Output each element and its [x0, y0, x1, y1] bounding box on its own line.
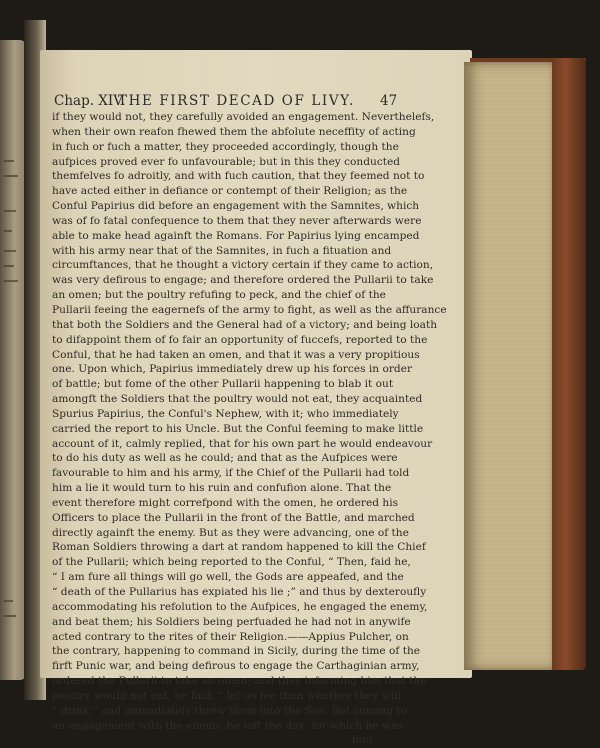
- text-line: in fuch or fuch a matter, they proceeded accordingly, though the: [52, 140, 399, 153]
- page-block-fore-edge: [464, 62, 556, 670]
- text-line: account of it, calmly replied, that for his own part he would endeavour: [52, 437, 433, 450]
- text-line: the contrary, happening to command in Sicily, during the time of the: [52, 645, 421, 658]
- text-line: to do his duty as well as he could; and that as the Aufpices were: [52, 452, 398, 465]
- text-line: was very defirous to engage; and therefore ordered the Pullarii to take: [52, 274, 434, 287]
- text-line: have acted either in defiance or contempt of their Religion; as the: [52, 185, 408, 198]
- text-line: was of fo fatal confequence to them that they never afterwards were: [52, 214, 422, 227]
- book-title: THE FIRST DECAD OF LIVY.: [118, 93, 355, 109]
- text-line: him a lie it would turn to his ruin and confufion alone. That the: [52, 482, 392, 495]
- text-line: Spurius Papirius, the Conful's Nephew, with it; who immediately: [52, 407, 399, 420]
- text-line: an engagement with the enemy, he loft the day; for which he was: [52, 719, 403, 732]
- text-line: “ drink,” and immediately threw them into the Sea. But coming to: [52, 704, 407, 717]
- text-line: and beat them; his Soldiers being perfuaded he had not in anywife: [52, 615, 411, 628]
- text-line: with his army near that of the Samnites, in fuch a fituation and: [52, 244, 392, 257]
- text-line: themfelves fo adroitly, and with fuch caution, that they feemed not to: [52, 170, 425, 183]
- text-line: Conful Papirius did before an engagement with the Samnites, which: [52, 200, 420, 213]
- text-line: of the Pullarii; which being reported to the Conful, “ Then, faid he,: [52, 556, 411, 569]
- text-line: an omen; but the poultry refufing to peck, and the chief of the: [52, 289, 386, 302]
- text-line: Pullarii feeing the eagernefs of the army to fight, as well as the affurance: [52, 303, 447, 316]
- text-line: amongft the Soldiers that the poultry would not eat, they acquainted: [52, 393, 423, 406]
- body-text: [52, 110, 447, 748]
- text-line: “ death of the Pullarius has expiated his lie ;” and thus by dexteroufly: [52, 586, 427, 598]
- text-line: Conful, that he had taken an omen, and that it was a very propitious: [52, 348, 420, 361]
- text-line: Roman Soldiers throwing a dart at random happened to kill the Chief: [52, 541, 426, 554]
- leather-cover: [552, 58, 586, 670]
- facing-page-text-fragments: [4, 40, 22, 680]
- page-number: 47: [380, 93, 398, 109]
- text-line: favourable to him and his army, if the Chief of the Pullarii had told: [52, 467, 410, 480]
- text-line: “ I am fure all things will go well, the Gods are appeafed, and the: [52, 571, 404, 584]
- text-line: if they would not, they carefully avoided an engagement. Neverthelefs,: [52, 111, 435, 123]
- chapter-label: Chap. XIV.: [54, 93, 125, 109]
- text-line: circumftances, that he thought a victory certain if they came to action,: [52, 259, 434, 272]
- text-line: ordered the Pullarii to take an omen; and they informing him that the: [52, 675, 427, 688]
- text-line: that both the Soldiers and the General had of a victory; and being loath: [52, 318, 438, 331]
- text-line: acted contrary to the rites of their Religion.——Appius Pulcher, on: [52, 630, 409, 643]
- text-line: Officers to place the Pullarii in the front of the Battle, and marched: [52, 511, 415, 524]
- text-line: carried the report to his Uncle. But the Conful feeming to make little: [52, 422, 424, 435]
- text-line: event therefore might correfpond with the omen, he ordered his: [52, 496, 399, 509]
- text-line: firft Punic war, and being defirous to engage the Carthaginian army,: [52, 660, 420, 673]
- text-line: of battle; but fome of the other Pullarii happening to blab it out: [52, 378, 394, 391]
- text-line: poultry would not eat, he faid, “ let us fee then whether they will: [52, 689, 401, 702]
- text-line: one. Upon which, Papirius immediately drew up his forces in order: [52, 363, 413, 376]
- text-line: to difappoint them of fo fair an opportunity of fuccefs, reported to the: [52, 333, 428, 346]
- text-line: directly againft the enemy. But as they were advancing, one of the: [52, 526, 409, 539]
- text-line: able to make head againft the Romans. For Papirius lying encamped: [52, 229, 420, 242]
- text-line: aufpices proved ever fo unfavourable; but in this they conducted: [52, 155, 401, 168]
- text-line: fent: [351, 734, 373, 747]
- facing-page-edge: [0, 40, 26, 680]
- text-line: when their own reafon fhewed them the abfolute neceffity of acting: [52, 125, 416, 138]
- text-line: accommodating his refolution to the Aufpices, he engaged the enemy,: [52, 600, 428, 613]
